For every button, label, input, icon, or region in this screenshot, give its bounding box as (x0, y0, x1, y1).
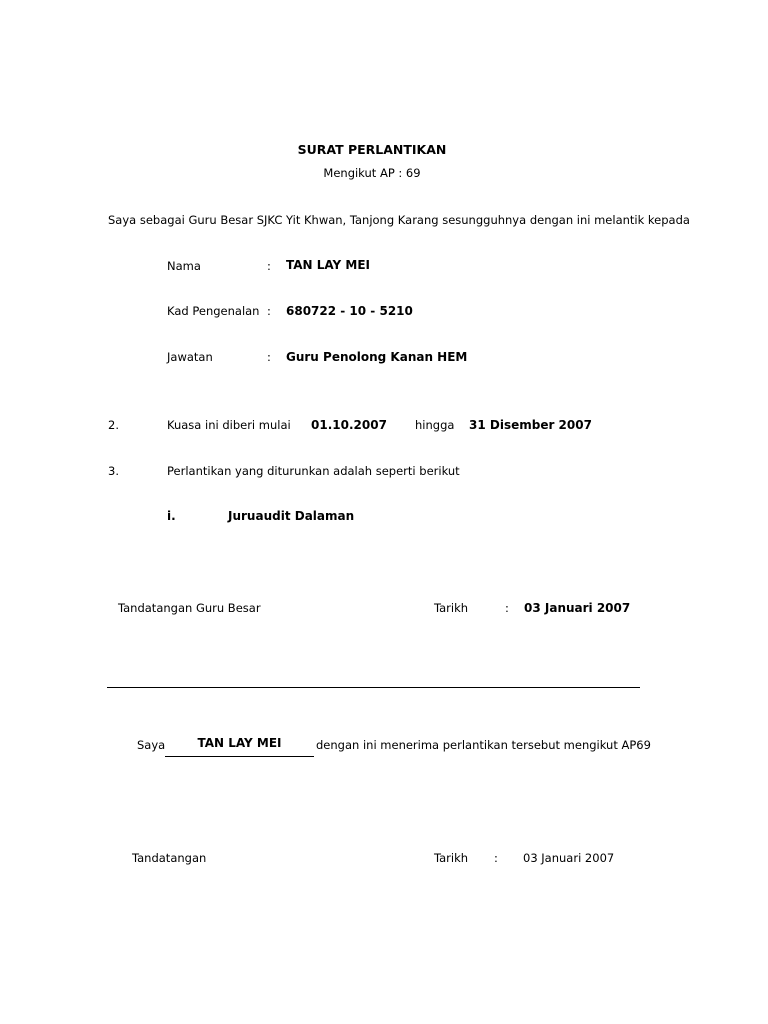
section-divider (107, 687, 640, 688)
item-3-text: Perlantikan yang diturunkan adalah seperti berikut (167, 464, 460, 478)
acceptance-name: TAN LAY MEI (197, 736, 282, 750)
item-2-until-label: hingga (415, 418, 455, 432)
acceptance-name-underline (165, 756, 314, 757)
appointee-date-value: 03 Januari 2007 (523, 851, 615, 865)
item-2-text: Kuasa ini diberi mulai (167, 418, 291, 432)
appointee-signature-label: Tandatangan (132, 851, 207, 865)
nama-value: TAN LAY MEI (286, 258, 371, 272)
item-2-number: 2. (108, 418, 119, 432)
document-title: SURAT PERLANTIKAN (297, 142, 447, 157)
item-3-sub-text: Juruaudit Dalaman (228, 509, 355, 523)
appointee-date-colon: : (494, 851, 498, 865)
acceptance-suffix: dengan ini menerima perlantikan tersebut mengikut AP69 (316, 738, 651, 752)
intro-paragraph: Saya sebagai Guru Besar SJKC Yit Khwan, Tanjong Karang sesungguhnya dengan ini melantik kepada (108, 213, 690, 227)
appointee-date-label: Tarikh (434, 851, 469, 865)
jawatan-colon: : (267, 350, 271, 364)
nama-colon: : (267, 259, 271, 273)
kad-pengenalan-value: 680722 - 10 - 5210 (286, 304, 413, 318)
document-subtitle: Mengikut AP : 69 (323, 166, 421, 180)
nama-label: Nama (167, 259, 201, 273)
principal-date-colon: : (505, 601, 509, 615)
acceptance-prefix: Saya (137, 738, 166, 752)
kad-pengenalan-label: Kad Pengenalan (167, 304, 260, 318)
item-2-end-date: 31 Disember 2007 (469, 418, 592, 432)
kad-pengenalan-colon: : (267, 304, 271, 318)
principal-signature-label: Tandatangan Guru Besar (118, 601, 261, 615)
item-2-start-date: 01.10.2007 (311, 418, 387, 432)
item-3-number: 3. (108, 464, 119, 478)
item-3-sub-number: i. (167, 509, 176, 523)
principal-date-value: 03 Januari 2007 (524, 601, 631, 615)
jawatan-label: Jawatan (167, 350, 213, 364)
principal-date-label: Tarikh (434, 601, 469, 615)
jawatan-value: Guru Penolong Kanan HEM (286, 350, 468, 364)
